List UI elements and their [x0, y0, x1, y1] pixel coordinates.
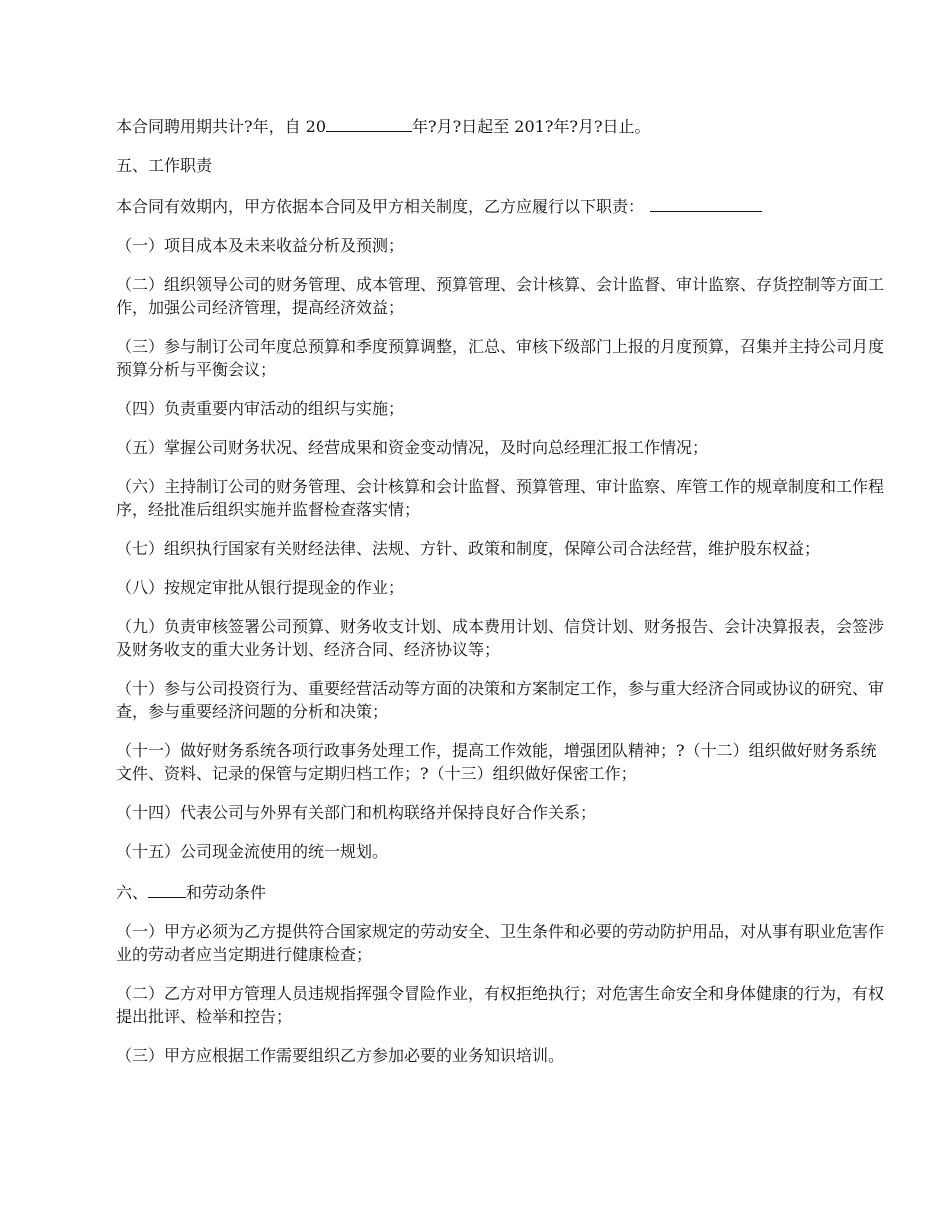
term-text-start: 本合同聘用期共计?年，自 20	[116, 117, 327, 136]
duty-item-15: （十五）公司现金流使用的统一规划。	[116, 842, 389, 861]
section-6-title	[116, 879, 890, 904]
condition-item-2: （二）乙方对甲方管理人员违规指挥强令冒险作业，有权拒绝执行；对危害生命安全和身体健康的行为，有权提出批评、检举和控告；	[116, 984, 885, 1026]
section-5-title: 五、工作职责	[116, 156, 213, 175]
duty-item-11-13: （十一）做好财务系统各项行政事务处理工作，提高工作效能，增强团队精神；?（十二）组织做好财务系统文件、资料、记录的保管与定期归档工作；?（十三）组织做好保密工作；	[116, 741, 877, 783]
condition-item-3: （三）甲方应根据工作需要组织乙方参加必要的业务知识培训。	[116, 1046, 565, 1065]
condition-item-1: （一）甲方必须为乙方提供符合国家规定的劳动安全、卫生条件和必要的劳动防护用品，对从事有职业危害作业的劳动者应当定期进行健康检查；	[116, 922, 885, 964]
duty-item-7: （七）组织执行国家有关财经法律、法规、方针、政策和制度，保障公司合法经营，维护股东权益；	[116, 539, 821, 558]
section-6-suffix: 和劳动条件	[186, 883, 267, 902]
year-blank	[326, 113, 412, 132]
duty-item-14: （十四）代表公司与外界有关部门和机构联络并保持良好合作关系；	[116, 803, 597, 822]
duty-item-10: （十）参与公司投资行为、重要经营活动等方面的决策和方案制定工作，参与重大经济合同或协议的研究、审查，参与重要经济问题的分析和决策；	[116, 679, 885, 721]
duties-intro-line	[116, 193, 890, 218]
duty-item-4: （四）负责重要内审活动的组织与实施；	[116, 399, 405, 418]
section-6-blank	[148, 879, 186, 898]
duties-blank	[650, 193, 762, 212]
duty-item-1: （一）项目成本及未来收益分析及预测；	[116, 236, 405, 255]
duty-item-8: （八）按规定审批从银行提现金的作业；	[116, 578, 405, 597]
duties-intro-text: 本合同有效期内，甲方依据本合同及甲方相关制度，乙方应履行以下职责：	[116, 197, 645, 216]
duty-item-2: （二）组织领导公司的财务管理、成本管理、预算管理、会计核算、会计监督、审计监察、存货控制等方面工作，加强公司经济管理，提高经济效益；	[116, 275, 885, 317]
term-text-end: 年?月?日起至 201?年?月?日止。	[412, 117, 651, 136]
duty-item-9: （九）负责审核签署公司预算、财务收支计划、成本费用计划、信贷计划、财务报告、会计决算报表，会签涉及财务收支的重大业务计划、经济合同、经济协议等；	[116, 617, 885, 659]
duty-item-3: （三）参与制订公司年度总预算和季度预算调整，汇总、审核下级部门上报的月度预算，召集并主持公司月度预算分析与平衡会议；	[116, 337, 885, 379]
duty-item-6: （六）主持制订公司的财务管理、会计核算和会计监督、预算管理、审计监察、库管工作的规章制度和工作程序，经批准后组织实施并监督检查落实情；	[116, 477, 885, 519]
duty-item-5: （五）掌握公司财务状况、经营成果和资金变动情况，及时向总经理汇报工作情况；	[116, 438, 709, 457]
contract-term-line	[116, 113, 890, 138]
section-6-prefix: 六、	[116, 883, 149, 902]
